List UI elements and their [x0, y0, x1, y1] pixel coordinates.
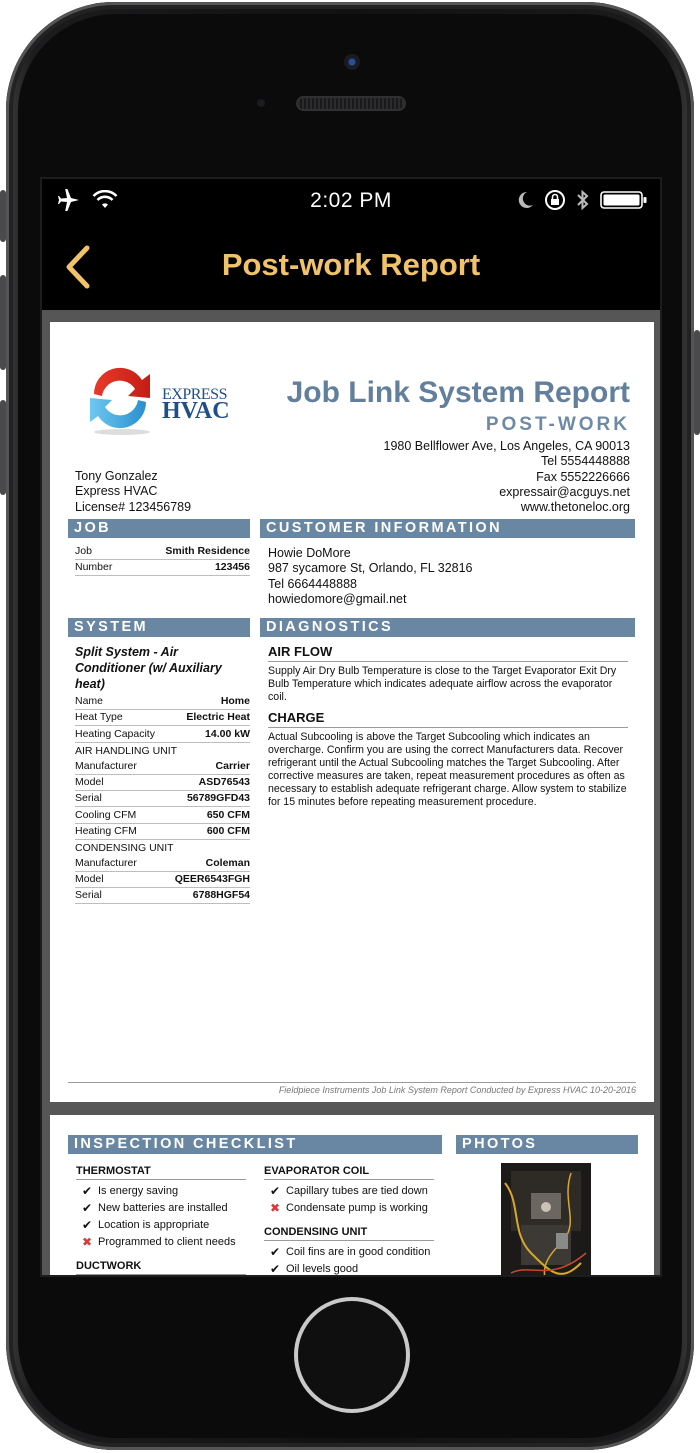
company-address-line: 1980 Bellflower Ave, Los Angeles, CA 90013 [383, 439, 630, 453]
row-value: Home [220, 695, 250, 708]
company-fax: Fax 5552226666 [536, 469, 630, 484]
check-icon: ✔ [270, 1183, 281, 1198]
charge-title: CHARGE [268, 710, 628, 728]
moon-icon [516, 190, 534, 215]
row-value: Electric Heat [186, 711, 250, 724]
row-label: Serial [75, 889, 102, 902]
row-label: Model [75, 776, 104, 789]
checklist-item [264, 1260, 434, 1275]
technician-company: Express HVAC [75, 484, 158, 499]
status-right [516, 189, 648, 216]
company-phone: Tel 5554448888 [541, 454, 630, 469]
rotation-lock-icon [544, 189, 566, 216]
row-value: Coleman [205, 857, 250, 870]
job-number-value: 123456 [214, 561, 250, 574]
logo-text-top: EXPRESS [162, 386, 227, 403]
thermostat-checklist [76, 1165, 246, 1275]
row-value: QEER6543FGH [174, 873, 250, 886]
cross-icon: ✖ [270, 1200, 281, 1215]
job-number-label: Number [75, 561, 113, 574]
checklist-item-text: Oil levels good [286, 1262, 359, 1275]
row-value: 56789GFD43 [186, 792, 250, 805]
row-value: 6788HGF54 [192, 889, 250, 902]
row-label: Heating CFM [75, 824, 137, 837]
customer-email: howiedomore@gmail.net [268, 591, 407, 606]
table-row [75, 791, 250, 807]
checklist-item-text: Location is appropriate [98, 1218, 210, 1231]
report-footer: Fieldpiece Instruments Job Link System Report Conducted by Express HVAC 10-20-2016 [68, 1082, 636, 1095]
air-handling-title: AIR HANDLING UNIT [75, 744, 178, 757]
page-title: Post-work Report [221, 247, 481, 282]
company-website: www.thetoneloc.org [520, 500, 630, 515]
customer-name: Howie DoMore [268, 546, 351, 560]
system-section-header: SYSTEM [68, 618, 250, 637]
job-number-row [75, 560, 250, 576]
checklist-item [76, 1199, 246, 1216]
row-label: Heat Type [75, 711, 123, 724]
nav-bar [42, 225, 660, 311]
row-label: Manufacturer [75, 759, 137, 772]
status-bar [42, 179, 660, 225]
evaporator-title: EVAPORATOR COIL [264, 1165, 434, 1180]
table-row [75, 694, 250, 710]
job-label: Job [75, 545, 92, 558]
report-viewer[interactable] [42, 310, 660, 1275]
photos-section-header: PHOTOS [456, 1135, 638, 1154]
row-value: Carrier [215, 759, 250, 772]
proximity-sensor [257, 99, 265, 107]
check-icon: ✔ [82, 1200, 93, 1215]
table-row [75, 888, 250, 904]
row-value: 14.00 kW [205, 727, 250, 740]
table-row [75, 807, 250, 823]
evaporator-checklist [264, 1165, 434, 1275]
thermostat-title: THERMOSTAT [76, 1165, 246, 1180]
report-title: Job Link System Report [286, 376, 630, 409]
airflow-text: Supply Air Dry Bulb Temperature is close to the Target Evaporator Exit Dry Bulb Temperature which indicates adequate airflow across the evaporator coil. [268, 665, 617, 703]
job-value: Smith Residence [165, 545, 250, 558]
front-camera [344, 54, 360, 70]
checklist-item [76, 1182, 246, 1199]
row-label: Serial [75, 792, 102, 805]
row-label: Model [75, 873, 104, 886]
bluetooth-icon [576, 189, 590, 216]
table-row [75, 856, 250, 872]
check-icon: ✔ [82, 1183, 93, 1198]
volume-up-button [0, 275, 6, 370]
row-value: ASD76543 [198, 776, 250, 789]
table-row [75, 726, 250, 742]
home-button[interactable] [294, 1297, 410, 1413]
row-label: Cooling CFM [75, 808, 137, 821]
company-address [384, 439, 630, 515]
earpiece-speaker [296, 96, 406, 111]
diagnostics-section-header: DIAGNOSTICS [260, 618, 635, 637]
checklist-item-text: Programmed to client needs [98, 1235, 236, 1248]
technician-info [75, 469, 191, 515]
table-row [75, 872, 250, 888]
table-row [75, 710, 250, 726]
inspection-photo[interactable] [501, 1163, 591, 1275]
company-logo [80, 356, 240, 436]
checklist-item-text: Condensate pump is working [286, 1201, 428, 1214]
screen [40, 177, 662, 1277]
condensing-unit-title: CONDENSING UNIT [75, 841, 174, 854]
checklist-item-text: New batteries are installed [98, 1201, 228, 1214]
customer-info [268, 546, 473, 607]
check-icon: ✔ [270, 1261, 281, 1275]
volume-down-button [0, 400, 6, 495]
job-row [75, 544, 250, 560]
check-icon: ✔ [270, 1244, 281, 1259]
power-button [694, 330, 700, 435]
row-value: 600 CFM [206, 824, 250, 837]
job-details [75, 544, 250, 576]
report-page-1 [50, 322, 654, 1102]
checklist-item [264, 1243, 434, 1260]
battery-icon [600, 190, 648, 215]
checklist-item [76, 1216, 246, 1233]
technician-name: Tony Gonzalez [75, 469, 158, 483]
check-icon: ✔ [82, 1217, 93, 1232]
charge-text: Actual Subcooling is above the Target Subcooling which indicates an overcharge. Confirm you are using the correct Manufacturers data. Recover refrigerant until the Actual Subcooling matches the Target Subcooling. After corrective measures are taken, repeat measurement procedures as often as necessary to establish adequate refrigerant charge. Allow system to stabilize for 15 minutes before repeating measurement procedure. [268, 731, 627, 808]
airflow-title: AIR FLOW [268, 644, 628, 662]
mute-switch [0, 190, 6, 242]
checklist-item [264, 1199, 434, 1216]
checklist-item-text: Coil fins are in good condition [286, 1245, 431, 1258]
system-details [75, 644, 250, 904]
job-section-header: JOB [68, 519, 250, 538]
cross-icon: ✖ [82, 1234, 93, 1249]
checklist-section-header: INSPECTION CHECKLIST [68, 1135, 442, 1154]
company-email: expressair@acguys.net [499, 484, 630, 499]
ductwork-title: DUCTWORK [76, 1260, 246, 1275]
customer-phone: Tel 6664448888 [268, 576, 357, 591]
system-type: Split System - Air Conditioner (w/ Auxiliary heat) [75, 645, 222, 691]
technician-license: License# 123456789 [75, 499, 192, 514]
report-subtitle: POST-WORK [485, 414, 630, 435]
table-row [75, 824, 250, 840]
checklist-item-text: Is energy saving [98, 1184, 179, 1197]
checklist-item [264, 1182, 434, 1199]
checklist-item-text: Capillary tubes are tied down [286, 1184, 428, 1197]
row-label: Name [75, 695, 104, 708]
logo-text-bottom: HVAC [162, 398, 230, 424]
diagnostics [268, 644, 628, 815]
customer-address: 987 sycamore St, Orlando, FL 32816 [268, 561, 473, 576]
row-label: Heating Capacity [75, 727, 155, 740]
checklist-item [76, 1233, 246, 1250]
report-page-2 [50, 1115, 654, 1275]
row-value: 650 CFM [206, 808, 250, 821]
table-row [75, 759, 250, 775]
status-time: 2:02 PM [310, 189, 392, 212]
condensing-checklist-title: CONDENSING UNIT [264, 1226, 434, 1241]
table-row [75, 775, 250, 791]
row-label: Manufacturer [75, 857, 137, 870]
customer-section-header: CUSTOMER INFORMATION [260, 519, 635, 538]
